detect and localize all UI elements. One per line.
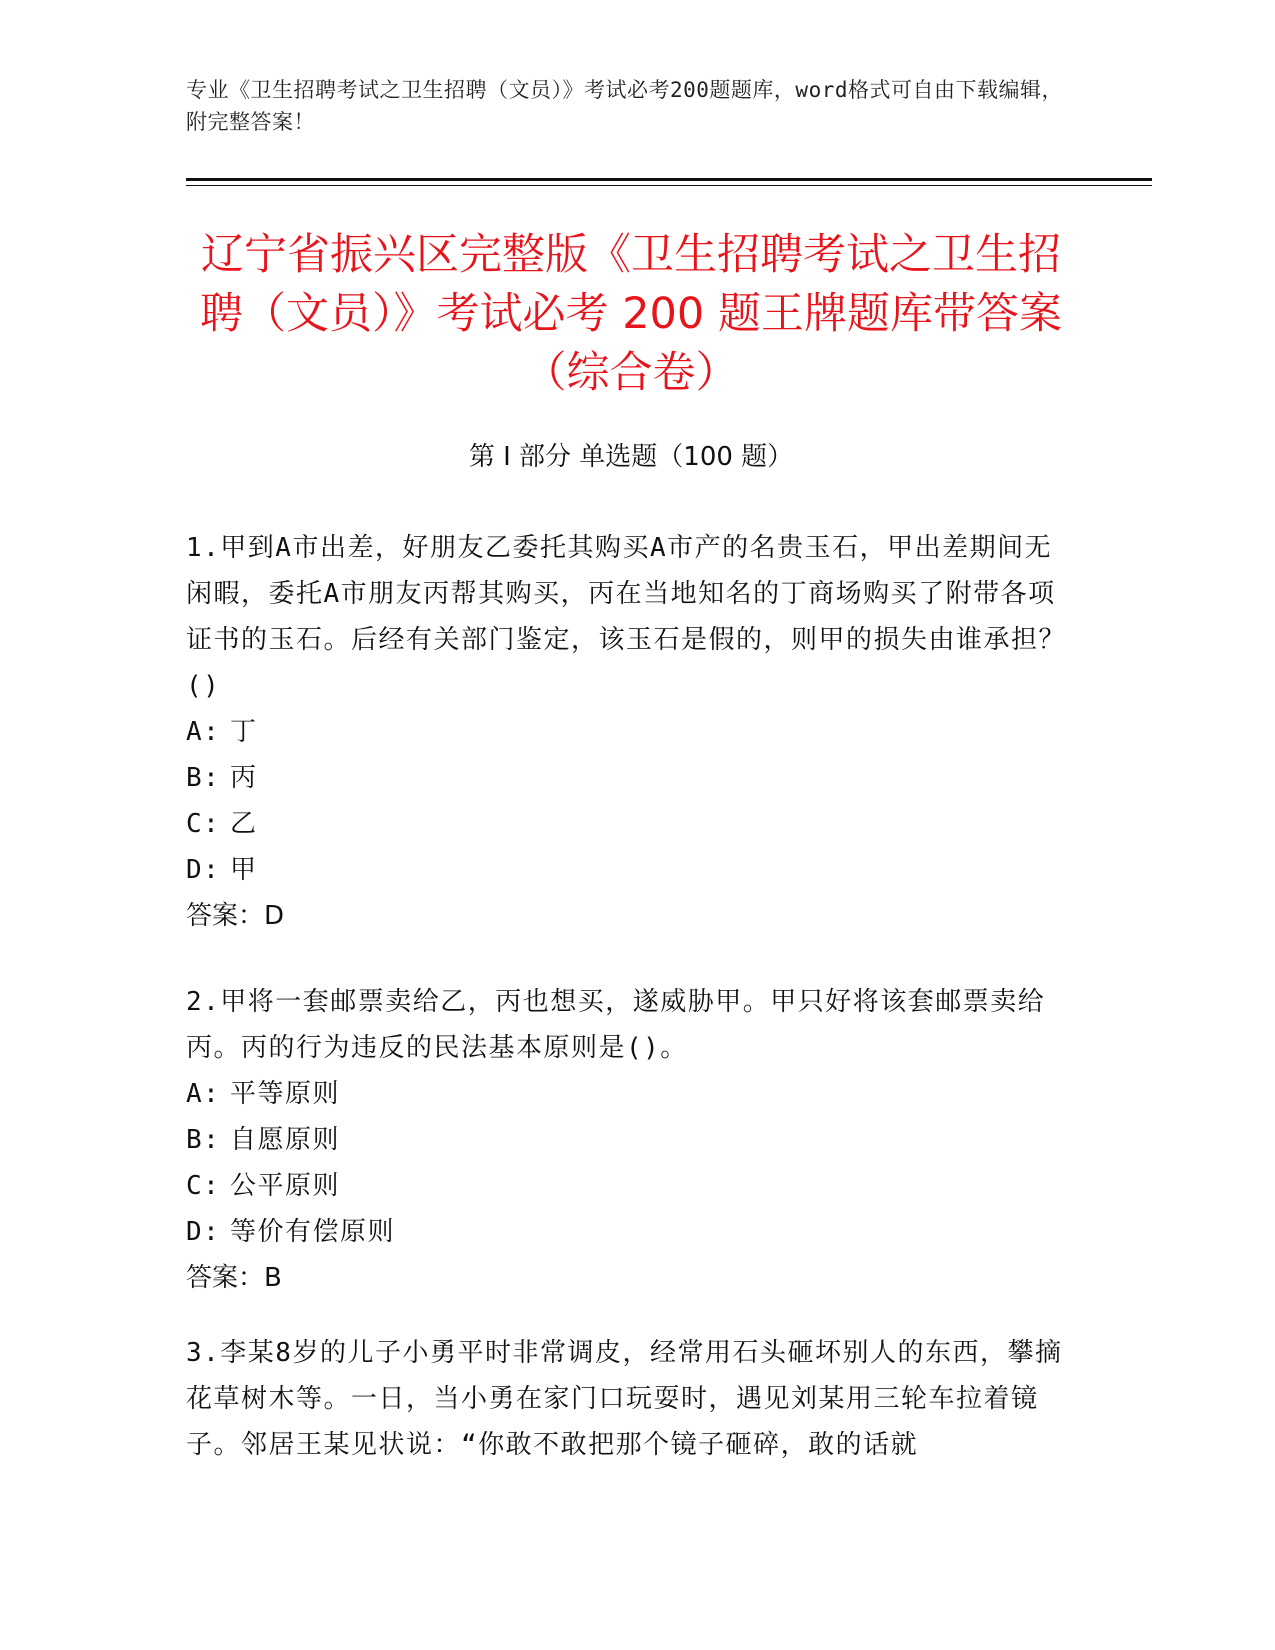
option-c xyxy=(186,1163,1066,1209)
option-text: 丁 xyxy=(230,717,258,747)
question-stem: 3.李某8岁的儿子小勇平时非常调皮，经常用石头砸坏别人的东西，攀摘花草树木等。一日，当小勇在家门口玩耍时，遇见刘某用三轮车拉着镜子。邻居王某见状说：“你敢不敢把那个镜子砸碎，敢的话就 xyxy=(186,1338,1063,1460)
option-d xyxy=(186,847,1066,893)
option-letter: D: xyxy=(186,855,221,885)
option-letter: B: xyxy=(186,1125,221,1155)
option-letter: A: xyxy=(186,717,221,747)
option-text: 公平原则 xyxy=(230,1171,341,1201)
option-letter: C: xyxy=(186,1171,221,1201)
header-note: 专业《卫生招聘考试之卫生招聘（文员）》考试必考200题题库，word格式可自由下载编辑，附完整答案！ xyxy=(186,78,1063,134)
header-rule-thin xyxy=(186,185,1152,186)
question-stem: 2.甲将一套邮票卖给乙，丙也想买，遂威胁甲。甲只好将该套邮票卖给丙。丙的行为违反的民法基本原则是()。 xyxy=(186,987,1046,1063)
option-text: 甲 xyxy=(230,855,258,885)
option-text: 自愿原则 xyxy=(230,1125,341,1155)
question-stem: 1.甲到A市出差，好朋友乙委托其购买A市产的名贵玉石，甲出差期间无闲暇，委托A市朋友丙帮其购买，丙在当地知名的丁商场购买了附带各项证书的玉石。后经有关部门鉴定，该玉石是假的，则甲的损失由谁承担？() xyxy=(186,533,1067,701)
answer-line: 答案：D xyxy=(186,901,285,931)
option-d xyxy=(186,1209,1066,1255)
option-letter: B: xyxy=(186,763,221,793)
question-2 xyxy=(186,979,1066,1301)
header-rule-thick xyxy=(186,178,1152,181)
question-3 xyxy=(186,1330,1066,1468)
section-heading: 第 I 部分 单选题（100 题） xyxy=(468,442,794,472)
option-a xyxy=(186,709,1066,755)
answer-line: 答案：B xyxy=(186,1263,282,1293)
option-b xyxy=(186,755,1066,801)
option-b xyxy=(186,1117,1066,1163)
document-title: 辽宁省振兴区完整版《卫生招聘考试之卫生招聘（文员）》考试必考 200 题王牌题库带答案（综合卷） xyxy=(200,230,1062,398)
option-letter: C: xyxy=(186,809,221,839)
option-letter: A: xyxy=(186,1079,221,1109)
option-text: 丙 xyxy=(230,763,258,793)
option-c xyxy=(186,801,1066,847)
option-text: 等价有偿原则 xyxy=(230,1217,396,1247)
option-a xyxy=(186,1071,1066,1117)
option-text: 平等原则 xyxy=(230,1079,341,1109)
option-text: 乙 xyxy=(230,809,258,839)
question-1 xyxy=(186,525,1066,939)
option-letter: D: xyxy=(186,1217,221,1247)
